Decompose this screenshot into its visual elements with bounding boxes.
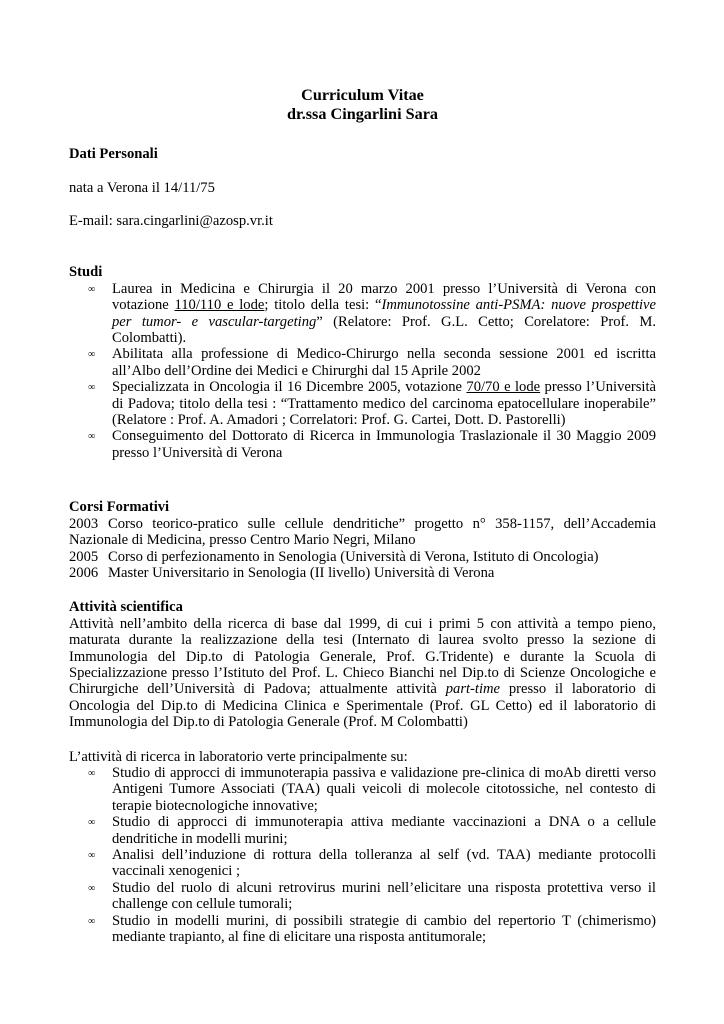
infinity-bullet-icon: ∞ [88,431,96,443]
infinity-bullet-icon: ∞ [88,283,96,295]
section-heading-studi: Studi [69,264,103,281]
infinity-bullet-icon: ∞ [88,767,96,779]
section-heading-personal: Dati Personali [69,146,158,163]
document-title: Curriculum Vitae [301,86,424,104]
research-list [69,765,656,945]
infinity-bullet-icon: ∞ [88,349,96,361]
birth-info: nata a Verona il 14/11/75 [69,179,215,196]
list-item: ∞ Studio di approcci di immunoterapia passiva e validazione pre-clinica di moAb diretti verso Antigeni Tumore Associati (TAA) quali veicoli di molecole citotossiche, nel contesto di terapie biotecnologiche innovative; [88,764,656,814]
list-item: ∞ Laurea in Medicina e Chirurgia il 20 marzo 2001 presso l’Università di Verona con votazione 110/110 e lode; titolo della tesi: “Immunotossine anti-PSMA: nuove prospettive per tumor- e vascular-targeting” (Relatore: Prof. G.L. Cetto; Corelatore: Prof. M. Colombatti). [88,280,656,347]
cv-page [69,86,656,945]
list-item: ∞ Studio di approcci di immunoterapia attiva mediante vaccinazioni a DNA o a cellule dendritiche in modelli murini; [88,814,656,847]
course-year: 2006 [69,564,99,581]
email-line: E-mail: sara.cingarlini@azosp.vr.it [69,213,273,229]
course-item: 2003 Corso teorico-pratico sulle cellule dendritiche” progetto n° 358-1157, dell’Accademia Nazionale di Medicina, presso Centro Mario Negri, Milano [69,515,656,549]
list-item: ∞ Studio del ruolo di alcuni retrovirus murini nell’elicitare una risposta protettiva verso il challenge con cellule tumorali; [88,879,656,913]
research-intro: L’attività di ricerca in laboratorio verte principalmente su: [69,748,408,765]
graduation-vote: 110/110 e lode [174,297,265,314]
list-item: ∞ Abilitata alla professione di Medico-Chirurgo nella seconda sessione 2001 ed iscritta all’Albo dell’Ordine dei Medici e Chirurghi dal 15 Aprile 2002 [88,346,656,379]
course-item: 2005 Corso di perfezionamento in Senologia (Università di Verona, Istituto di Oncologia) [69,548,599,565]
section-heading-attivita: Attività scientifica [69,599,183,616]
specialization-vote: 70/70 e lode [466,379,541,396]
thesis-title: Immunotossine anti-PSMA: nuove prospettive per tumor- e vascular-targeting [112,297,656,330]
infinity-bullet-icon: ∞ [88,817,96,829]
infinity-bullet-icon: ∞ [88,882,96,894]
studi-list [69,281,656,461]
infinity-bullet-icon: ∞ [88,915,96,927]
research-paragraph: Attività nell’ambito della ricerca di base dal 1999, di cui i primi 5 con attività a tempo pieno, maturata durante la realizzazione della tesi (Internato di laurea svolto presso la sezione di Immunologia del Dip.to di Patologia Generale, Prof. G.Tridente) e durante la Scuola di Specializzazione presso l’Istituto del Prof. L. Chieco Bianchi nel Dip.to di Scienze Oncologiche e Chirurgiche dell’Università di Padova; attualmente attività part-time presso il laboratorio di Oncologia del Dip.to di Medicina Clinica e Sperimentale (Prof. GL Cetto) ed il laboratorio di Immunologia del Dip.to di Patologia Generale (Prof. M Colombatti) [69,615,656,731]
list-item: ∞ Studio in modelli murini, di possibili strategie di cambio del repertorio T (chimerismo) mediante trapianto, al fine di elicitare una risposta antitumorale; [88,912,656,946]
course-year: 2003 [69,515,99,532]
course-year: 2005 [69,548,99,565]
list-item: ∞ Conseguimento del Dottorato di Ricerca in Immunologia Traslazionale il 30 Maggio 2009 presso l’Università di Verona [88,428,656,461]
section-heading-corsi: Corsi Formativi [69,499,170,516]
list-item: ∞ Specializzata in Oncologia il 16 Dicembre 2005, votazione 70/70 e lode presso l’Università di Padova; titolo della tesi : “Trattamento medico del carcinoma epatocellulare inoperabile” (Relatore : Prof. A. Amadori ; Correlatori: Prof. G. Cartei, Dott. D. Pastorelli) [88,379,656,429]
infinity-bullet-icon: ∞ [88,850,96,861]
course-item: 2006 Master Universitario in Senologia (II livello) Università di Verona [69,564,495,581]
infinity-bullet-icon: ∞ [88,382,96,394]
document-subtitle: dr.ssa Cingarlini Sara [287,104,438,123]
list-item: ∞ Analisi dell’induzione di rottura della tolleranza al self (vd. TAA) mediante protocolli vaccinali xenogenici ; [88,847,656,880]
